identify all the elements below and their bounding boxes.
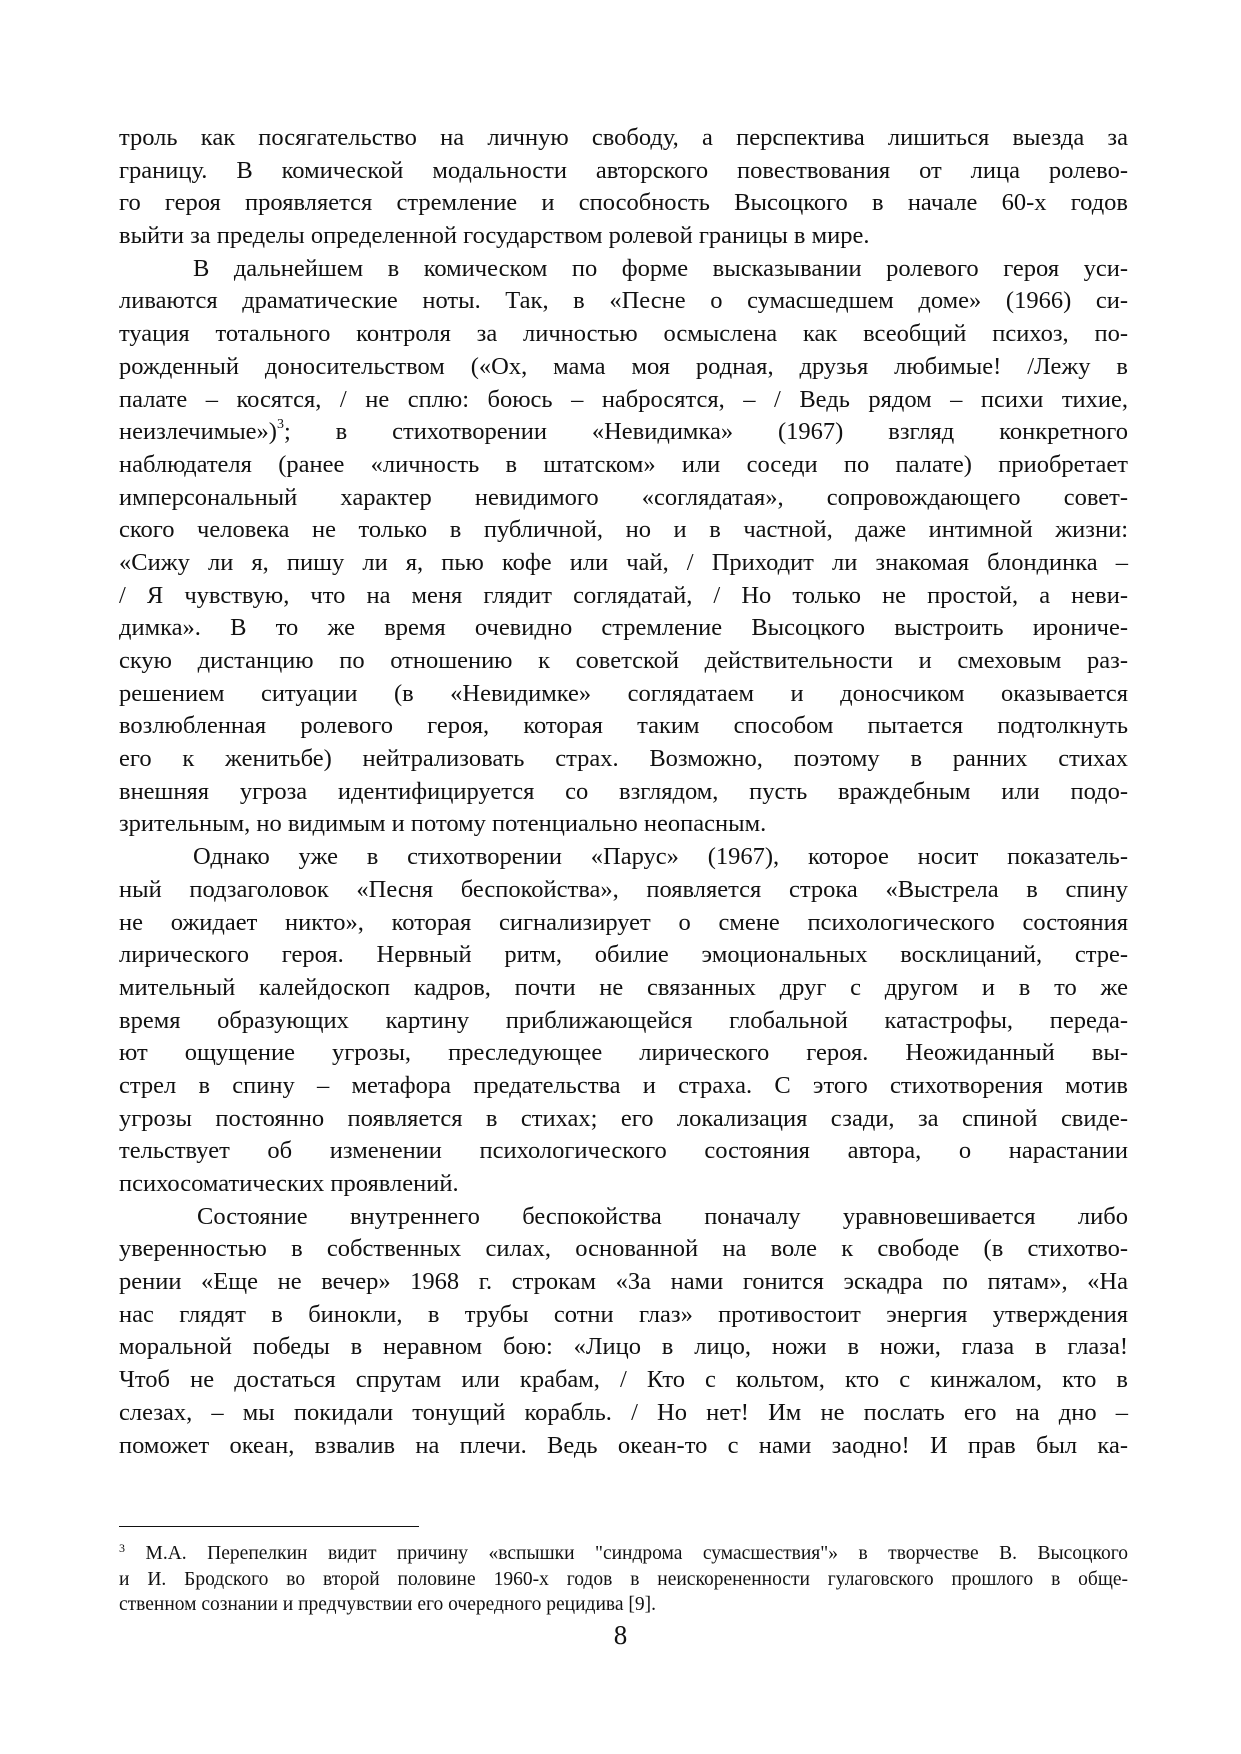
body-text	[119, 122, 1128, 1462]
paragraph	[119, 1201, 1128, 1463]
text-line: стрел в спину – метафора предательства и страха. С этого стихотворения мотив	[119, 1071, 1128, 1099]
text-line: уверенностью в собственных силах, основанной на воле к свободе (в стихотво-	[119, 1235, 1128, 1263]
page-number: 8	[613, 1620, 628, 1650]
text-line: ный подзаголовок «Песня беспокойства», появляется строка «Выстрела в спину	[119, 875, 1128, 903]
text-line: угрозы постоянно появляется в стихах; его локализация сзади, за спиной свиде-	[119, 1104, 1128, 1132]
text-segment: М.А. Перепелкин видит причину «вспышки "синдрома сумасшествия"» в творчестве В. Высоцкого	[145, 1543, 1128, 1564]
text-line: слезах, – мы покидали тонущий корабль. / Но нет! Им не послать его на дно –	[119, 1398, 1128, 1426]
text-line: тельствует об изменении психологического состояния автора, о нарастании	[119, 1137, 1128, 1165]
paragraph	[119, 253, 1128, 841]
text-line: троль как посягательство на личную свободу, а перспектива лишиться выезда за	[119, 124, 1128, 151]
text-line: рожденный доносительством («Ох, мама моя родная, друзья любимые! /Лежу в	[119, 352, 1128, 380]
footnote-separator	[119, 1526, 419, 1527]
footnote-line: ственном сознании и предчувствии его очередного рецидива [9].	[119, 1594, 656, 1615]
text-line: не ожидает никто», которая сигнализирует о смене психологического состояния	[119, 908, 1128, 936]
text-line: палате – косятся, / не сплю: боюсь – набросятся, – / Ведь рядом – психи тихие,	[119, 385, 1128, 413]
text-line: решением ситуации (в «Невидимке» соглядатаем и доносчиком оказывается	[119, 679, 1128, 707]
text-line: рении «Еще не вечер» 1968 г. строкам «За нами гонится эскадра по пятам», «На	[119, 1268, 1128, 1296]
text-line: / Я чувствую, что на меня глядит соглядатай, / Но только не простой, а неви-	[119, 581, 1128, 609]
text-segment: ; в стихотворении «Невидимка» (1967) взгляд конкретного	[283, 418, 1128, 446]
text-line: димка». В то же время очевидно стремление Высоцкого выстроить ирониче-	[119, 614, 1128, 642]
text-line: внешняя угроза идентифицируется со взглядом, пусть враждебным или подо-	[119, 777, 1128, 805]
text-segment: неизлечимые»)	[119, 418, 277, 446]
text-line: границу. В комической модальности авторского повествования от лица ролево-	[119, 156, 1128, 184]
text-line: ливаются драматические ноты. Так, в «Песне о сумасшедшем доме» (1966) си-	[119, 287, 1128, 315]
footnote	[119, 1541, 1128, 1618]
text-line: лирического героя. Нервный ритм, обилие эмоциональных восклицаний, стре-	[119, 941, 1128, 969]
text-line: возлюбленная ролевого героя, которая таким способом пытается подтолкнуть	[119, 712, 1128, 740]
text-line: психосоматических проявлений.	[119, 1170, 459, 1197]
paragraph	[119, 122, 1128, 253]
text-line: моральной победы в неравном бою: «Лицо в лицо, ножи в ножи, глаза в глаза!	[119, 1333, 1128, 1361]
paragraph	[119, 841, 1128, 1201]
text-line: его к женитьбе) нейтрализовать страх. Возможно, поэтому в ранних стихах	[119, 745, 1128, 773]
text-line: Состояние внутреннего беспокойства поначалу уравновешивается либо	[197, 1202, 1128, 1230]
text-line: го героя проявляется стремление и способность Высоцкого в начале 60-х годов	[119, 189, 1128, 217]
text-line: Однако уже в стихотворении «Парус» (1967), которое носит показатель-	[193, 843, 1128, 871]
text-line: выйти за пределы определенной государством ролевой границы в мире.	[119, 222, 870, 250]
text-line: В дальнейшем в комическом по форме высказывании ролевого героя уси-	[193, 254, 1128, 282]
text-line: «Сижу ли я, пишу ли я, пью кофе или чай, / Приходит ли знакомая блондинка –	[119, 548, 1128, 576]
text-line: нас глядят в бинокли, в трубы сотни глаз» противостоит энергия утверждения	[119, 1300, 1128, 1328]
footnote-line	[119, 1541, 1128, 1567]
footnote-marker: 3	[119, 1541, 125, 1555]
text-line: зрительным, но видимым и потому потенциально неопасным.	[119, 810, 767, 838]
text-line: Чтоб не достаться спрутам или крабам, / Кто с кольтом, кто с кинжалом, кто в	[119, 1366, 1128, 1394]
text-line: имперсональный характер невидимого «соглядатая», сопровождающего совет-	[119, 483, 1128, 511]
text-line: мительный калейдоскоп кадров, почти не связанных друг с другом и в то же	[119, 973, 1128, 1001]
text-line: ского человека не только в публичной, но и в частной, даже интимной жизни:	[119, 516, 1128, 544]
text-line: скую дистанцию по отношению к советской действительности и смеховым раз-	[119, 647, 1128, 674]
footnote-reference[interactable]: 3	[276, 417, 284, 433]
text-line	[119, 416, 1128, 449]
text-line: ют ощущение угрозы, преследующее лирического героя. Неожиданный вы-	[119, 1039, 1128, 1067]
footnote-line: и И. Бродского во второй половине 1960-х годов в неискорененности гулаговского прошлого в обще-	[119, 1568, 1128, 1590]
text-line: поможет океан, взвалив на плечи. Ведь океан-то с нами заодно! И прав был ка-	[119, 1431, 1128, 1459]
text-line: туация тотального контроля за личностью осмыслена как всеобщий психоз, по-	[119, 320, 1128, 348]
text-line: время образующих картину приближающейся глобальной катастрофы, переда-	[119, 1006, 1128, 1034]
text-line: наблюдателя (ранее «личность в штатском» или соседи по палате) приобретает	[119, 450, 1128, 478]
